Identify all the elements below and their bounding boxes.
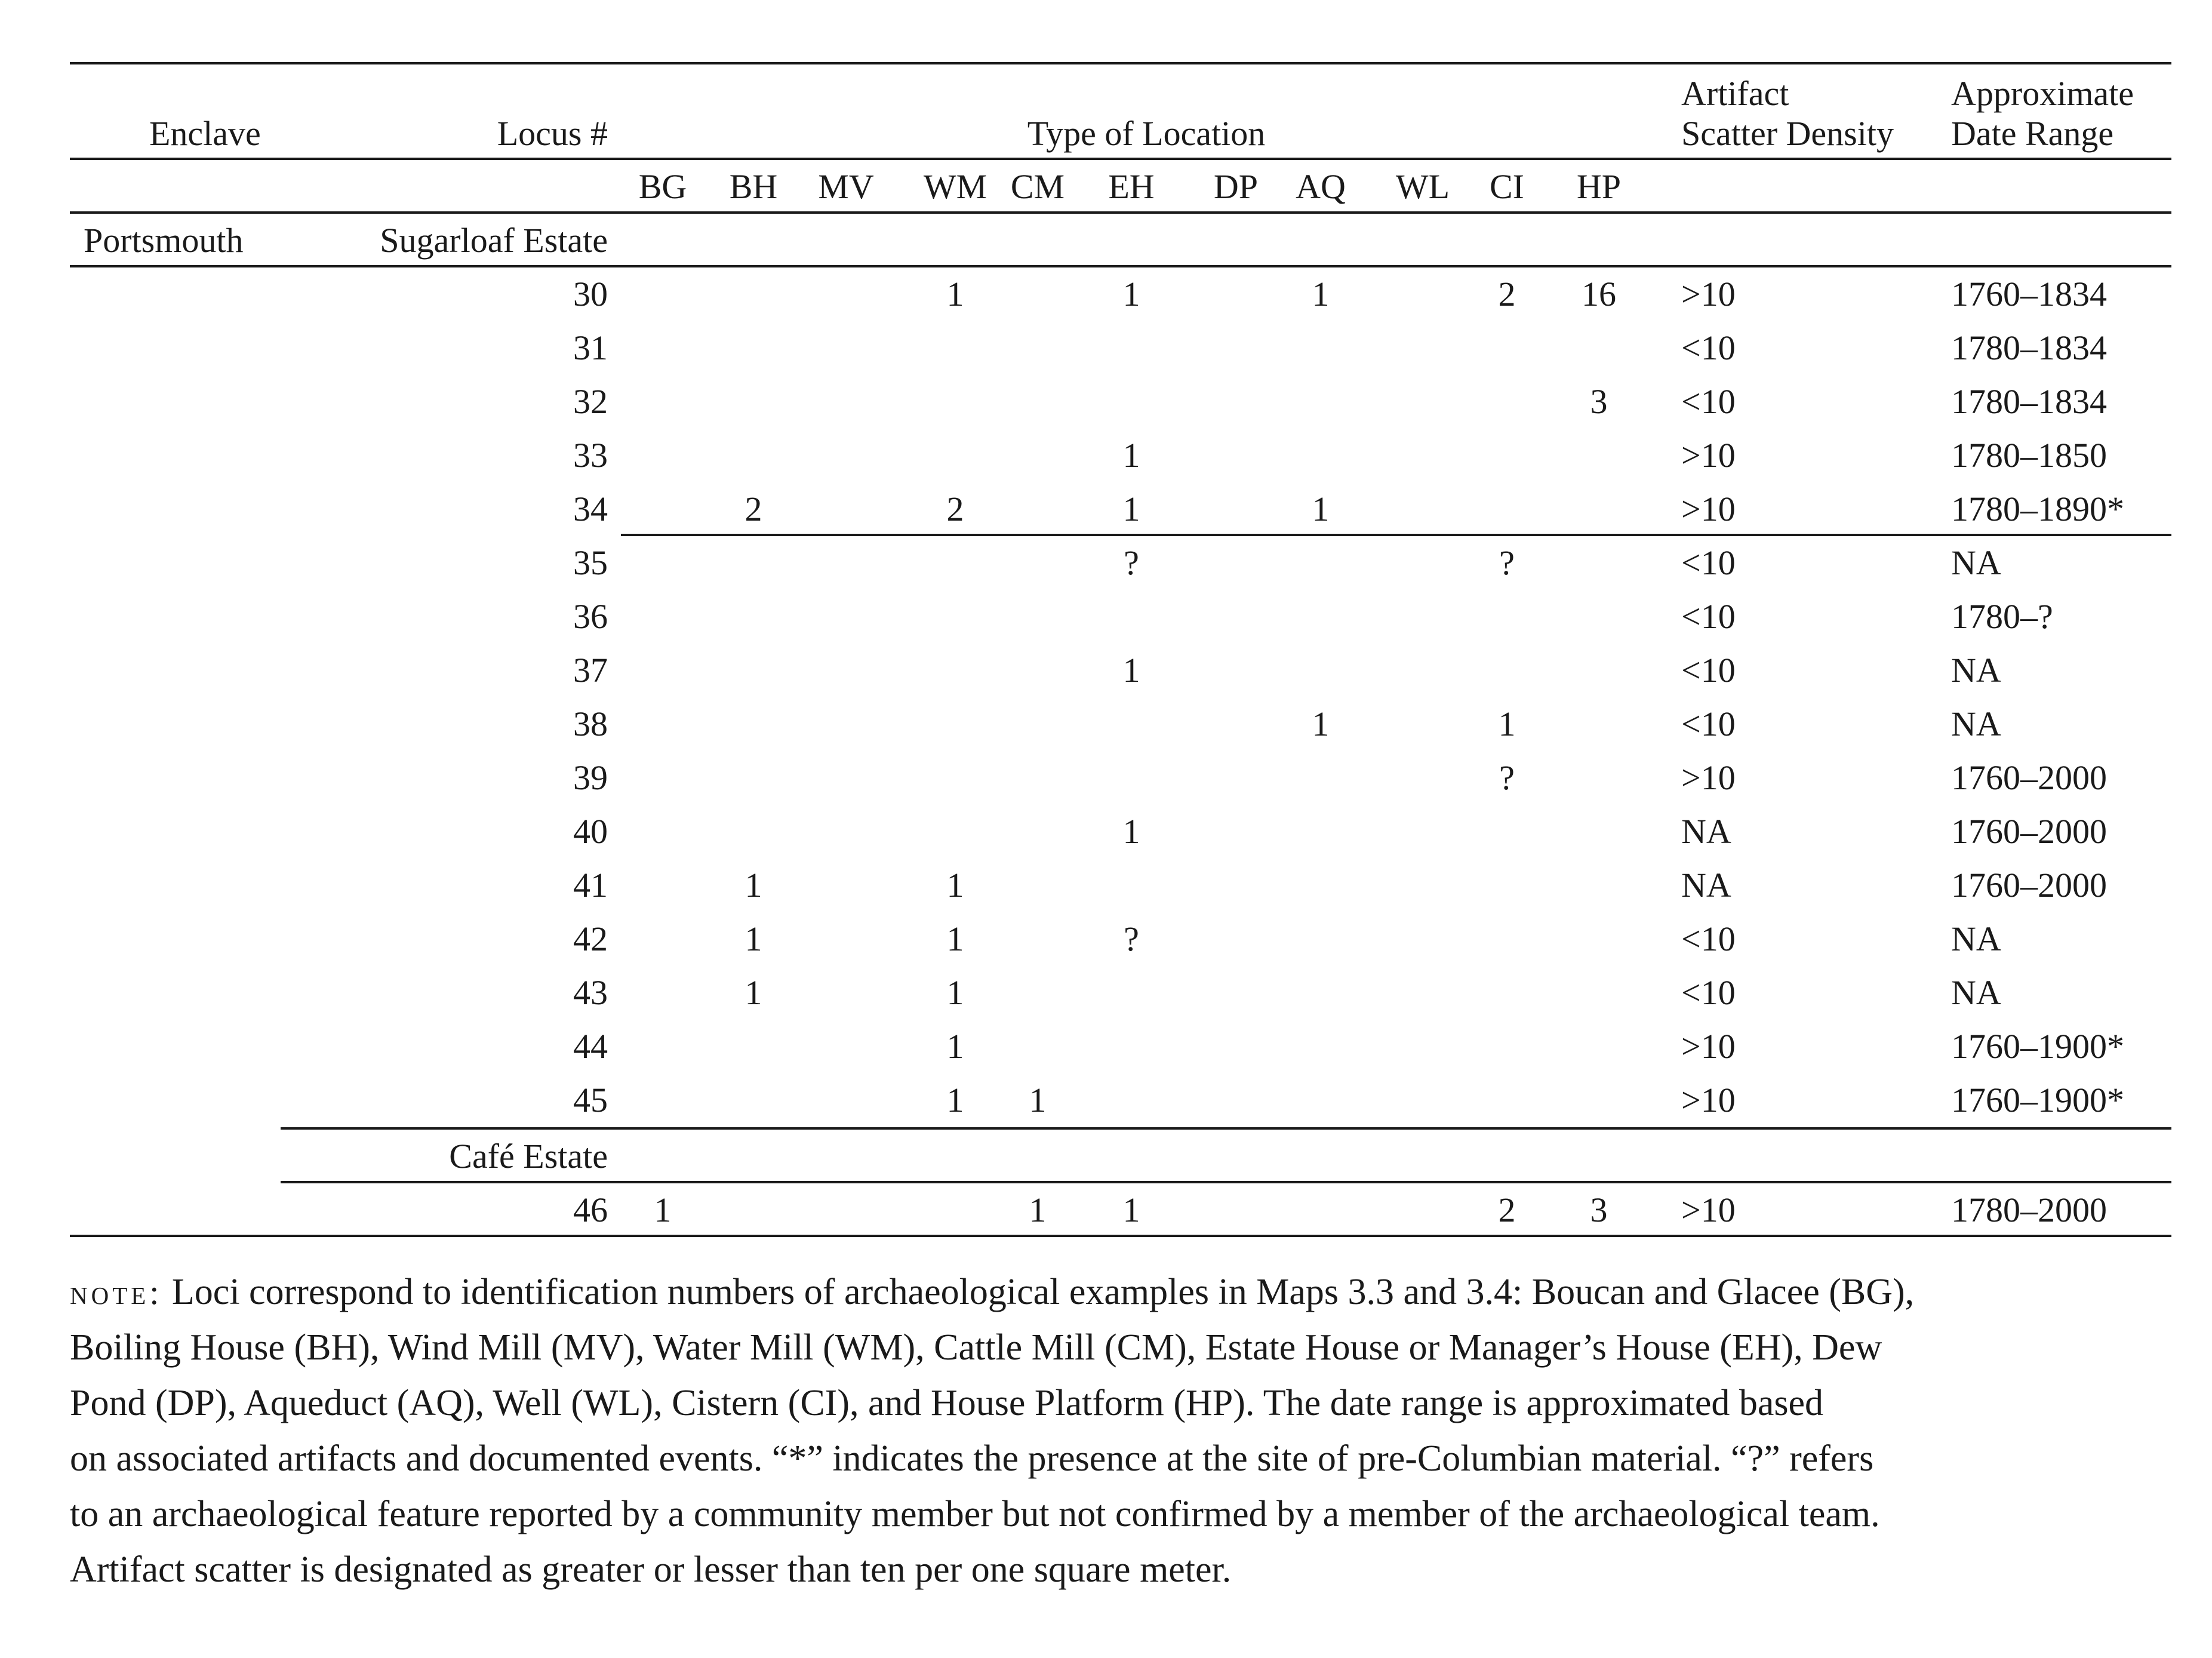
type-count-eh: 1 bbox=[1122, 1191, 1140, 1229]
scatter-density: <10 bbox=[1681, 651, 1736, 690]
date-range: 1780–2000 bbox=[1951, 1191, 2107, 1229]
subheader-rule bbox=[70, 211, 2171, 214]
type-count-eh: ? bbox=[1124, 543, 1139, 582]
locus-number: 43 bbox=[573, 973, 608, 1012]
scatter-density: <10 bbox=[1681, 328, 1736, 367]
type-count-eh: 1 bbox=[1122, 275, 1140, 313]
type-count-aq: 1 bbox=[1312, 490, 1330, 528]
type-count-wm: 1 bbox=[946, 866, 964, 905]
date-range: 1760–1900* bbox=[1951, 1081, 2124, 1119]
enclave-name: Portsmouth bbox=[84, 221, 244, 260]
locus-number: 32 bbox=[573, 382, 608, 421]
type-header-aq: AQ bbox=[1296, 167, 1346, 206]
type-header-eh: EH bbox=[1108, 167, 1155, 206]
type-header-hp: HP bbox=[1576, 167, 1622, 206]
header-date-line1: Approximate bbox=[1951, 74, 2134, 113]
type-count-cm: 1 bbox=[1029, 1081, 1047, 1119]
scatter-density: <10 bbox=[1681, 705, 1736, 743]
scatter-density: <10 bbox=[1681, 919, 1736, 958]
header-enclave: Enclave bbox=[149, 114, 261, 153]
estate-divider-rule bbox=[281, 1127, 2171, 1130]
estate-name: Sugarloaf Estate bbox=[380, 221, 608, 260]
table-bottom-rule bbox=[70, 1235, 2171, 1237]
scatter-density: >10 bbox=[1681, 436, 1736, 475]
locus-number: 30 bbox=[573, 275, 608, 313]
scatter-density: <10 bbox=[1681, 973, 1736, 1012]
type-count-hp: 16 bbox=[1582, 275, 1616, 313]
type-header-mv: MV bbox=[818, 167, 874, 206]
note-line-1 bbox=[70, 1265, 2171, 1320]
scatter-density: <10 bbox=[1681, 543, 1736, 582]
header-density-line2: Scatter Density bbox=[1681, 114, 1894, 153]
type-header-ci: CI bbox=[1490, 167, 1524, 206]
date-range: NA bbox=[1951, 919, 2001, 958]
locus-number: 42 bbox=[573, 919, 608, 958]
header-date-line2: Date Range bbox=[1951, 114, 2114, 153]
date-range: 1760–1834 bbox=[1951, 275, 2107, 313]
locus-number: 45 bbox=[573, 1081, 608, 1119]
type-count-wm: 1 bbox=[946, 275, 964, 313]
header-locus: Locus # bbox=[497, 114, 608, 153]
type-count-wm: 1 bbox=[946, 973, 964, 1012]
type-count-ci: 1 bbox=[1498, 705, 1516, 743]
type-count-ci: ? bbox=[1499, 543, 1515, 582]
scatter-density: NA bbox=[1681, 812, 1731, 851]
locus-number: 35 bbox=[573, 543, 608, 582]
locus-number: 37 bbox=[573, 651, 608, 690]
scatter-density: >10 bbox=[1681, 758, 1736, 797]
date-range: 1780–1834 bbox=[1951, 382, 2107, 421]
locus-number: 34 bbox=[573, 490, 608, 528]
type-count-aq: 1 bbox=[1312, 275, 1330, 313]
type-count-wm: 1 bbox=[946, 919, 964, 958]
type-count-eh: 1 bbox=[1122, 812, 1140, 851]
type-count-bh: 1 bbox=[744, 973, 762, 1012]
table-top-rule bbox=[70, 62, 2171, 64]
note-line-5: to an archaeological feature reported by a community member but not confirmed by a member of the archaeological team. bbox=[70, 1494, 1880, 1534]
note-line-6: Artifact scatter is designated as greater or lesser than ten per one square meter. bbox=[70, 1549, 1232, 1590]
date-range: 1780–1834 bbox=[1951, 328, 2107, 367]
type-header-cm: CM bbox=[1010, 167, 1065, 206]
type-count-aq: 1 bbox=[1312, 705, 1330, 743]
group-divider-rule bbox=[621, 534, 2171, 536]
type-header-dp: DP bbox=[1213, 167, 1259, 206]
note-label: note: bbox=[70, 1273, 163, 1312]
type-header-wl: WL bbox=[1395, 167, 1450, 206]
scatter-density: <10 bbox=[1681, 597, 1736, 636]
type-header-bh: BH bbox=[729, 167, 778, 206]
date-range: 1780–? bbox=[1951, 597, 2053, 636]
locus-number: 39 bbox=[573, 758, 608, 797]
type-count-bh: 1 bbox=[744, 919, 762, 958]
note-line-4: on associated artifacts and documented events. “*” indicates the presence at the site of pre-Columbian material. “?” refers bbox=[70, 1438, 1874, 1479]
scatter-density: >10 bbox=[1681, 490, 1736, 528]
scatter-density: >10 bbox=[1681, 1081, 1736, 1119]
type-count-bh: 2 bbox=[744, 490, 762, 528]
type-header-bg: BG bbox=[638, 167, 687, 206]
date-range: 1760–2000 bbox=[1951, 866, 2107, 905]
type-count-bh: 1 bbox=[744, 866, 762, 905]
locus-number: 41 bbox=[573, 866, 608, 905]
date-range: NA bbox=[1951, 651, 2001, 690]
date-range: 1780–1850 bbox=[1951, 436, 2107, 475]
locus-number: 36 bbox=[573, 597, 608, 636]
scatter-density: >10 bbox=[1681, 1027, 1736, 1066]
date-range: NA bbox=[1951, 705, 2001, 743]
scatter-density: >10 bbox=[1681, 1191, 1736, 1229]
type-count-wm: 2 bbox=[946, 490, 964, 528]
date-range: NA bbox=[1951, 973, 2001, 1012]
type-count-eh: 1 bbox=[1122, 490, 1140, 528]
note-line-3: Pond (DP), Aqueduct (AQ), Well (WL), Cistern (CI), and House Platform (HP). The date range is approximated based bbox=[70, 1383, 1824, 1423]
estate-name: Café Estate bbox=[449, 1137, 608, 1176]
enclave-rule bbox=[70, 265, 2171, 267]
type-count-wm: 1 bbox=[946, 1027, 964, 1066]
type-count-hp: 3 bbox=[1590, 382, 1608, 421]
date-range: 1760–1900* bbox=[1951, 1027, 2124, 1066]
scatter-density: >10 bbox=[1681, 275, 1736, 313]
locus-number: 46 bbox=[573, 1191, 608, 1229]
type-count-ci: 2 bbox=[1498, 275, 1516, 313]
type-count-ci: ? bbox=[1499, 758, 1515, 797]
date-range: 1760–2000 bbox=[1951, 812, 2107, 851]
type-count-ci: 2 bbox=[1498, 1191, 1516, 1229]
date-range: 1780–1890* bbox=[1951, 490, 2124, 528]
header-rule bbox=[70, 158, 2171, 160]
header-type-of-location: Type of Location bbox=[1027, 114, 1266, 153]
date-range: 1760–2000 bbox=[1951, 758, 2107, 797]
type-header-wm: WM bbox=[923, 167, 987, 206]
type-count-eh: ? bbox=[1124, 919, 1139, 958]
table-note bbox=[70, 1265, 2171, 1598]
locus-number: 44 bbox=[573, 1027, 608, 1066]
header-density-line1: Artifact bbox=[1681, 74, 1789, 113]
locus-number: 38 bbox=[573, 705, 608, 743]
cafe-estate-rule bbox=[281, 1181, 2171, 1183]
locus-number: 33 bbox=[573, 436, 608, 475]
type-count-cm: 1 bbox=[1029, 1191, 1047, 1229]
locus-number: 40 bbox=[573, 812, 608, 851]
type-count-eh: 1 bbox=[1122, 651, 1140, 690]
type-count-bg: 1 bbox=[654, 1191, 672, 1229]
note-line-2: Boiling House (BH), Wind Mill (MV), Water Mill (WM), Cattle Mill (CM), Estate House or Manager’s House (EH), Dew bbox=[70, 1327, 1882, 1368]
scatter-density: <10 bbox=[1681, 382, 1736, 421]
type-count-hp: 3 bbox=[1590, 1191, 1608, 1229]
note-line-1-text: Loci correspond to identification numbers of archaeological examples in Maps 3.3 and 3.4: Boucan and Glacee (BG), bbox=[162, 1272, 1915, 1312]
scatter-density: NA bbox=[1681, 866, 1731, 905]
type-count-wm: 1 bbox=[946, 1081, 964, 1119]
locus-number: 31 bbox=[573, 328, 608, 367]
date-range: NA bbox=[1951, 543, 2001, 582]
type-count-eh: 1 bbox=[1122, 436, 1140, 475]
